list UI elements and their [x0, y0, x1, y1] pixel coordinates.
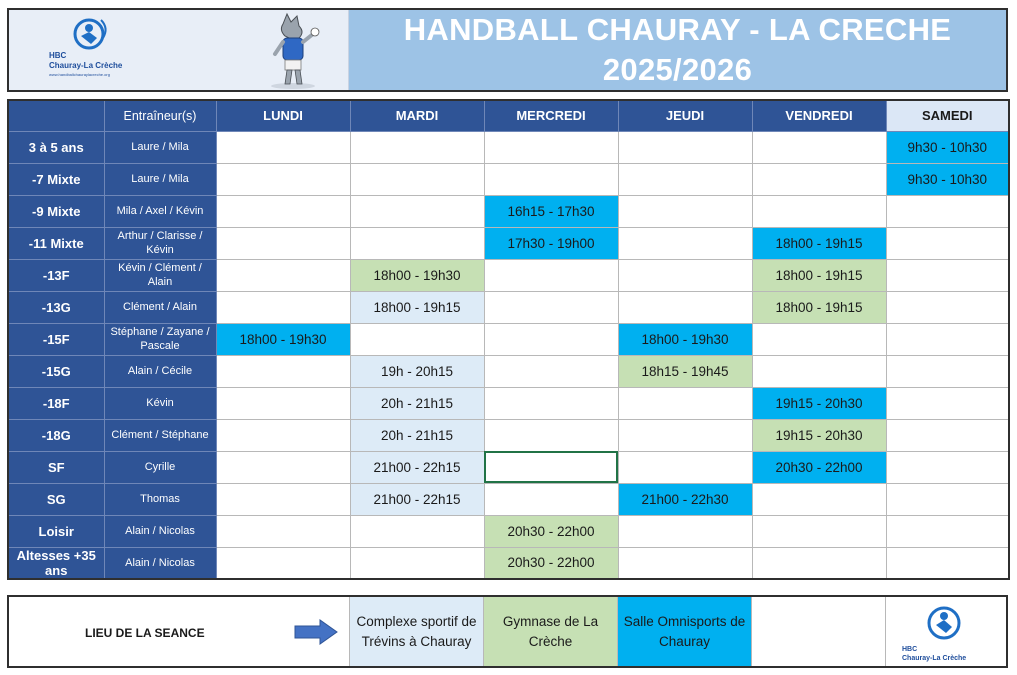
coach-cell[interactable]: Clément / Stéphane	[104, 419, 216, 451]
coach-cell[interactable]: Kévin / Clément / Alain	[104, 259, 216, 291]
slot-cell-lundi[interactable]	[216, 227, 350, 259]
slot-cell-mardi[interactable]: 20h - 21h15	[350, 419, 484, 451]
slot-cell-mardi[interactable]: 18h00 - 19h15	[350, 291, 484, 323]
svg-text:HBC: HBC	[49, 51, 67, 60]
slot-cell-samedi[interactable]: 9h30 - 10h30	[886, 131, 1009, 163]
slot-cell-vendredi[interactable]: 18h00 - 19h15	[752, 291, 886, 323]
coach-cell[interactable]: Arthur / Clarisse / Kévin	[104, 227, 216, 259]
slot-cell-mardi[interactable]: 21h00 - 22h15	[350, 451, 484, 483]
slot-cell-lundi[interactable]	[216, 547, 350, 579]
svg-text:www.handballchauraylacreche.or: www.handballchauraylacreche.org	[49, 72, 110, 77]
slot-cell-mardi[interactable]: 19h - 20h15	[350, 355, 484, 387]
coach-cell[interactable]: Clément / Alain	[104, 291, 216, 323]
table-row	[8, 131, 1009, 163]
wolf-mascot-icon	[263, 12, 323, 90]
table-row	[8, 419, 1009, 451]
slot-cell-vendredi[interactable]	[752, 163, 886, 195]
coach-cell[interactable]: Cyrille	[104, 451, 216, 483]
slot-cell-lundi[interactable]	[216, 355, 350, 387]
slot-cell-mardi[interactable]	[350, 163, 484, 195]
legend-label: LIEU DE LA SEANCE	[85, 626, 205, 640]
slot-cell-samedi[interactable]	[886, 259, 1009, 291]
slot-cell-lundi[interactable]	[216, 387, 350, 419]
slot-cell-vendredi[interactable]	[752, 355, 886, 387]
slot-cell-mardi[interactable]	[350, 195, 484, 227]
schedule-table	[7, 99, 1010, 580]
category-cell[interactable]: 3 à 5 ans	[8, 131, 104, 163]
slot-cell-samedi[interactable]	[886, 515, 1009, 547]
slot-cell-samedi[interactable]	[886, 387, 1009, 419]
table-row	[8, 323, 1009, 355]
slot-cell-vendredi[interactable]: 18h00 - 19h15	[752, 227, 886, 259]
slot-cell-lundi[interactable]	[216, 419, 350, 451]
svg-text:HBC: HBC	[902, 646, 918, 653]
svg-text:Chauray-La Crèche: Chauray-La Crèche	[49, 61, 123, 70]
category-cell[interactable]: SF	[8, 451, 104, 483]
slot-cell-vendredi[interactable]: 18h00 - 19h15	[752, 259, 886, 291]
corner-header-cell[interactable]	[8, 100, 104, 131]
club-logo-icon	[43, 14, 133, 88]
slot-cell-samedi[interactable]: 9h30 - 10h30	[886, 163, 1009, 195]
slot-cell-mercredi[interactable]: 20h30 - 22h00	[484, 515, 618, 547]
slot-cell-mercredi[interactable]	[484, 163, 618, 195]
slot-cell-samedi[interactable]	[886, 483, 1009, 515]
slot-cell-mercredi[interactable]: 17h30 - 19h00	[484, 227, 618, 259]
slot-cell-lundi[interactable]	[216, 515, 350, 547]
coach-cell[interactable]: Stéphane / Zayane / Pascale	[104, 323, 216, 355]
slot-cell-mercredi[interactable]	[484, 323, 618, 355]
category-cell[interactable]: -13F	[8, 259, 104, 291]
legend-logo-cell	[885, 597, 1006, 666]
slot-cell-mardi[interactable]	[350, 323, 484, 355]
slot-cell-samedi[interactable]	[886, 451, 1009, 483]
legend-place-la-creche[interactable]: Gymnase de La Crèche	[483, 597, 617, 666]
slot-cell-vendredi[interactable]	[752, 483, 886, 515]
slot-cell-mardi[interactable]: 21h00 - 22h15	[350, 483, 484, 515]
coach-cell[interactable]: Alain / Cécile	[104, 355, 216, 387]
slot-cell-vendredi[interactable]: 19h15 - 20h30	[752, 387, 886, 419]
category-cell[interactable]: -18F	[8, 387, 104, 419]
day-header-mercredi[interactable]: MERCREDI	[484, 100, 618, 131]
coach-cell[interactable]: Laure / Mila	[104, 163, 216, 195]
table-row	[8, 515, 1009, 547]
table-row	[8, 355, 1009, 387]
slot-cell-lundi[interactable]	[216, 451, 350, 483]
table-row	[8, 451, 1009, 483]
legend-place-trevins[interactable]: Complexe sportif de Trévins à Chauray	[349, 597, 483, 666]
location-legend	[7, 595, 1008, 668]
category-cell[interactable]: Loisir	[8, 515, 104, 547]
table-row	[8, 259, 1009, 291]
slot-cell-mercredi[interactable]: 20h30 - 22h00	[484, 547, 618, 579]
category-cell[interactable]: -15G	[8, 355, 104, 387]
slot-cell-mardi[interactable]	[350, 227, 484, 259]
table-row	[8, 163, 1009, 195]
slot-cell-mardi[interactable]: 18h00 - 19h30	[350, 259, 484, 291]
slot-cell-jeudi[interactable]: 21h00 - 22h30	[618, 483, 752, 515]
category-cell[interactable]: Altesses +35 ans	[8, 547, 104, 579]
slot-cell-jeudi[interactable]	[618, 163, 752, 195]
slot-cell-mercredi[interactable]	[484, 387, 618, 419]
category-cell[interactable]: SG	[8, 483, 104, 515]
slot-cell-vendredi[interactable]	[752, 195, 886, 227]
slot-cell-jeudi[interactable]: 18h15 - 19h45	[618, 355, 752, 387]
day-header-jeudi[interactable]: JEUDI	[618, 100, 752, 131]
category-cell[interactable]: -15F	[8, 323, 104, 355]
slot-cell-lundi[interactable]: 18h00 - 19h30	[216, 323, 350, 355]
day-header-samedi[interactable]: SAMEDI	[886, 100, 1009, 131]
legend-label-cell[interactable]	[9, 597, 349, 666]
category-cell[interactable]: -7 Mixte	[8, 163, 104, 195]
slot-cell-mercredi[interactable]	[484, 259, 618, 291]
slot-cell-vendredi[interactable]	[752, 131, 886, 163]
slot-cell-samedi[interactable]	[886, 291, 1009, 323]
slot-cell-jeudi[interactable]	[618, 515, 752, 547]
slot-cell-mardi[interactable]	[350, 515, 484, 547]
slot-cell-mardi[interactable]	[350, 547, 484, 579]
table-row	[8, 291, 1009, 323]
slot-cell-samedi[interactable]	[886, 227, 1009, 259]
slot-cell-jeudi[interactable]	[618, 259, 752, 291]
slot-cell-samedi[interactable]	[886, 355, 1009, 387]
legend-place-omnisports[interactable]: Salle Omnisports de Chauray	[617, 597, 751, 666]
table-header-row	[8, 100, 1009, 131]
page-title: HANDBALL CHAURAY - LA CRECHE	[403, 12, 952, 47]
coach-column-header[interactable]: Entraîneur(s)	[104, 100, 216, 131]
coach-cell[interactable]: Alain / Nicolas	[104, 515, 216, 547]
slot-cell-mercredi[interactable]	[484, 483, 618, 515]
season-title: 2025/2026	[602, 52, 753, 87]
day-header-lundi[interactable]: LUNDI	[216, 100, 350, 131]
club-logo-icon	[900, 601, 980, 665]
coach-cell[interactable]: Laure / Mila	[104, 131, 216, 163]
legend-empty-cell[interactable]	[751, 597, 885, 666]
slot-cell-jeudi[interactable]	[618, 419, 752, 451]
slot-cell-mercredi[interactable]	[484, 291, 618, 323]
slot-cell-jeudi[interactable]	[618, 387, 752, 419]
slot-cell-mercredi[interactable]	[484, 355, 618, 387]
coach-cell[interactable]: Kévin	[104, 387, 216, 419]
slot-cell-mercredi[interactable]	[484, 451, 618, 483]
svg-text:Chauray-La Crèche: Chauray-La Crèche	[902, 655, 967, 662]
slot-cell-jeudi[interactable]	[618, 131, 752, 163]
slot-cell-jeudi[interactable]	[618, 195, 752, 227]
header-logo-area	[9, 10, 349, 90]
category-cell[interactable]: -11 Mixte	[8, 227, 104, 259]
slot-cell-samedi[interactable]	[886, 323, 1009, 355]
slot-cell-vendredi[interactable]: 20h30 - 22h00	[752, 451, 886, 483]
day-header-mardi[interactable]: MARDI	[350, 100, 484, 131]
day-header-vendredi[interactable]: VENDREDI	[752, 100, 886, 131]
slot-cell-jeudi[interactable]	[618, 227, 752, 259]
slot-cell-lundi[interactable]	[216, 131, 350, 163]
slot-cell-lundi[interactable]	[216, 291, 350, 323]
sheet-header	[7, 8, 1008, 92]
table-row	[8, 483, 1009, 515]
coach-cell[interactable]: Alain / Nicolas	[104, 547, 216, 579]
slot-cell-jeudi[interactable]	[618, 291, 752, 323]
table-row	[8, 195, 1009, 227]
slot-cell-samedi[interactable]	[886, 547, 1009, 579]
table-row	[8, 547, 1009, 579]
slot-cell-jeudi[interactable]	[618, 451, 752, 483]
table-row	[8, 387, 1009, 419]
slot-cell-vendredi[interactable]	[752, 547, 886, 579]
slot-cell-lundi[interactable]	[216, 483, 350, 515]
slot-cell-jeudi[interactable]: 18h00 - 19h30	[618, 323, 752, 355]
slot-cell-vendredi[interactable]: 19h15 - 20h30	[752, 419, 886, 451]
category-cell[interactable]: -9 Mixte	[8, 195, 104, 227]
slot-cell-mercredi[interactable]	[484, 131, 618, 163]
coach-cell[interactable]: Thomas	[104, 483, 216, 515]
slot-cell-lundi[interactable]	[216, 163, 350, 195]
category-cell[interactable]: -13G	[8, 291, 104, 323]
slot-cell-mercredi[interactable]	[484, 419, 618, 451]
slot-cell-lundi[interactable]	[216, 195, 350, 227]
header-title-area	[349, 10, 1006, 90]
slot-cell-samedi[interactable]	[886, 195, 1009, 227]
coach-cell[interactable]: Mila / Axel / Kévin	[104, 195, 216, 227]
slot-cell-samedi[interactable]	[886, 419, 1009, 451]
table-row	[8, 227, 1009, 259]
category-cell[interactable]: -18G	[8, 419, 104, 451]
slot-cell-mardi[interactable]	[350, 131, 484, 163]
slot-cell-lundi[interactable]	[216, 259, 350, 291]
arrow-right-icon	[294, 619, 338, 645]
slot-cell-vendredi[interactable]	[752, 323, 886, 355]
slot-cell-jeudi[interactable]	[618, 547, 752, 579]
slot-cell-vendredi[interactable]	[752, 515, 886, 547]
slot-cell-mardi[interactable]: 20h - 21h15	[350, 387, 484, 419]
slot-cell-mercredi[interactable]: 16h15 - 17h30	[484, 195, 618, 227]
